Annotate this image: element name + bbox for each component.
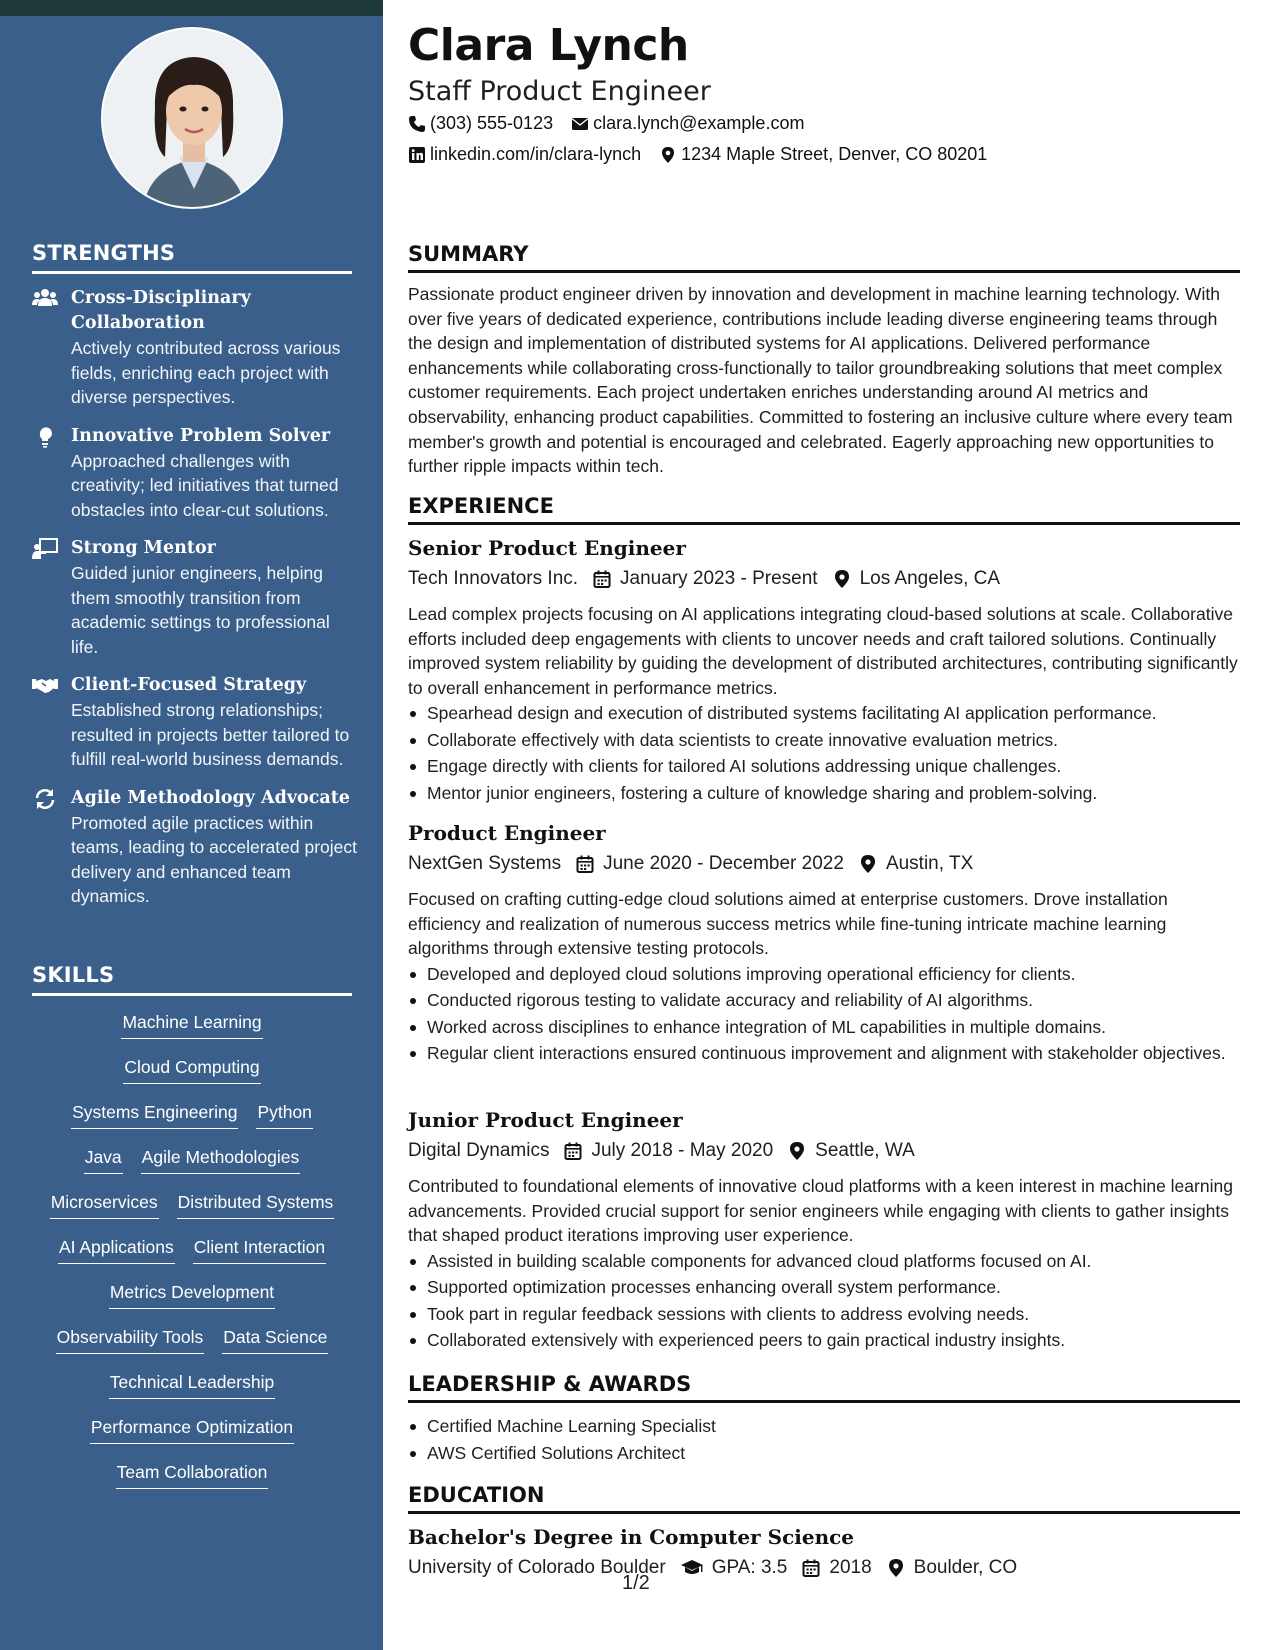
calendar-icon — [801, 1558, 821, 1578]
skill-row — [32, 1055, 352, 1100]
phone-contact — [408, 113, 553, 134]
map-marker-icon — [886, 1558, 906, 1578]
list-item: Developed and deployed cloud solutions improving operational efficiency for clients. — [408, 962, 1240, 987]
skill-row — [32, 1460, 352, 1505]
education-heading: EDUCATION — [408, 1483, 1240, 1514]
education-meta — [408, 1553, 1240, 1583]
map-marker-icon — [858, 854, 878, 874]
candidate-title: Staff Product Engineer — [408, 76, 711, 107]
handshake-icon — [32, 675, 58, 697]
map-marker-icon — [659, 146, 677, 164]
job-bullets — [408, 701, 1240, 805]
chalkboard-teacher-icon — [32, 538, 58, 560]
skill-row — [32, 1010, 352, 1055]
skill-tag: Team Collaboration — [116, 1460, 269, 1489]
education-entry — [408, 1522, 1240, 1583]
map-marker-icon — [787, 1141, 807, 1161]
strength-title: Agile Methodology Advocate — [71, 787, 350, 808]
skill-tag: Observability Tools — [56, 1325, 205, 1354]
skill-row — [32, 1145, 352, 1190]
job-entry — [408, 818, 1240, 1068]
job-dates: June 2020 - December 2022 — [603, 853, 844, 874]
education-location: Boulder, CO — [913, 1557, 1018, 1578]
calendar-icon — [563, 1141, 583, 1161]
sidebar — [0, 0, 383, 1650]
strength-title: Innovative Problem Solver — [71, 425, 331, 446]
strength-desc: Established strong relationships; resulted in projects better tailored to fulfill real-world business demands. — [71, 700, 350, 769]
list-item: Conducted rigorous testing to validate accuracy and reliability of AI algorithms. — [408, 988, 1240, 1013]
strengths-heading: STRENGTHS — [32, 241, 352, 274]
job-location: Austin, TX — [885, 853, 974, 874]
job-role: Product Engineer — [408, 821, 606, 845]
strength-item — [32, 786, 357, 909]
skill-row — [32, 1415, 352, 1460]
strength-desc: Approached challenges with creativity; led initiatives that turned obstacles into clear-cut solutions. — [71, 450, 339, 520]
map-marker-icon — [832, 569, 852, 589]
degree: Bachelor's Degree in Computer Science — [408, 1525, 855, 1549]
list-item: Engage directly with clients for tailored AI solutions addressing unique challenges. — [408, 754, 1240, 779]
skill-tag: Agile Methodologies — [141, 1145, 301, 1174]
skill-tag: Python — [256, 1100, 312, 1129]
summary-text: Passionate product engineer driven by innovation and development in machine learning technology. With over five years of dedicated experience, contributions include leading diverse engineering teams through the design and implementation of distributed systems for AI applications. Delivered performance enhancements while collaborating cross-functionally to tailor groundbreaking solutions that meet complex customer requirements. Each project undertaken enriches understanding around AI metrics and observability, enhancing product capabilities. Committed to fostering an inclusive culture where every team member's growth and potential is encouraged and celebrated. Eagerly approaching new opportunities to further ripple impacts within tech. — [408, 284, 1233, 477]
job-entry — [408, 533, 1240, 807]
strength-item — [32, 673, 357, 772]
job-description: Focused on crafting cutting-edge cloud solutions aimed at enterprise customers. Drove installation efficiency and realization of numerous success metrics while fine-tuning intricate machine learning algorithms through extensive testing protocols. — [408, 889, 1168, 958]
skill-row — [32, 1190, 352, 1235]
address-contact — [659, 144, 987, 165]
list-item: Certified Machine Learning Specialist — [408, 1414, 1240, 1439]
job-dates: July 2018 - May 2020 — [591, 1140, 774, 1161]
sync-icon — [32, 788, 58, 810]
skills-heading: SKILLS — [32, 963, 352, 996]
job-company: NextGen Systems — [408, 853, 562, 874]
job-role: Junior Product Engineer — [408, 1108, 683, 1132]
contact-row-2 — [408, 144, 987, 165]
job-meta — [408, 849, 1240, 879]
summary-heading: SUMMARY — [408, 242, 1240, 273]
list-item: Mentor junior engineers, fostering a culture of knowledge sharing and problem-solving. — [408, 781, 1240, 806]
awards-list — [408, 1414, 1240, 1467]
strength-item — [32, 424, 357, 523]
skill-row — [32, 1100, 352, 1145]
skill-row — [32, 1280, 352, 1325]
list-item: Spearhead design and execution of distributed systems facilitating AI application performance. — [408, 701, 1240, 726]
linkedin-icon — [408, 146, 426, 164]
list-item: Regular client interactions ensured continuous improvement and alignment with stakeholder objectives. — [408, 1041, 1240, 1066]
skill-row — [32, 1370, 352, 1415]
skills-list — [32, 1010, 352, 1505]
list-item: Took part in regular feedback sessions with clients to address evolving needs. — [408, 1302, 1240, 1327]
skill-tag: Technical Leadership — [109, 1370, 275, 1399]
skill-tag: Data Science — [222, 1325, 328, 1354]
skill-tag: Metrics Development — [109, 1280, 275, 1309]
skill-tag: AI Applications — [58, 1235, 175, 1264]
email-text[interactable]: clara.lynch@example.com — [593, 113, 805, 133]
job-company: Digital Dynamics — [408, 1140, 550, 1161]
linkedin-contact[interactable] — [408, 144, 641, 165]
list-item: Worked across disciplines to enhance integration of ML capabilities in multiple domains. — [408, 1015, 1240, 1040]
list-item: Assisted in building scalable components for advanced cloud platforms focused on AI. — [408, 1249, 1240, 1274]
address-text: 1234 Maple Street, Denver, CO 80201 — [681, 144, 988, 164]
skill-tag: Client Interaction — [193, 1235, 326, 1264]
skill-tag: Distributed Systems — [177, 1190, 335, 1219]
phone-icon — [408, 115, 426, 133]
gpa: GPA: 3.5 — [711, 1557, 788, 1578]
envelope-icon — [571, 115, 589, 133]
skill-tag: Java — [84, 1145, 123, 1174]
calendar-icon — [575, 854, 595, 874]
strength-title: Client-Focused Strategy — [71, 675, 307, 695]
list-item: Collaborate effectively with data scientists to create innovative evaluation metrics. — [408, 728, 1240, 753]
job-location: Los Angeles, CA — [859, 568, 1001, 589]
school: University of Colorado Boulder — [408, 1557, 666, 1578]
graduation-year: 2018 — [829, 1557, 872, 1578]
contact-row-1 — [408, 113, 804, 134]
calendar-icon — [592, 569, 612, 589]
job-bullets — [408, 1249, 1240, 1353]
candidate-name: Clara Lynch — [408, 20, 689, 71]
lightbulb-icon — [32, 426, 58, 448]
profile-photo — [101, 27, 283, 209]
job-bullets — [408, 962, 1240, 1066]
skill-row — [32, 1325, 352, 1370]
sidebar-top-band — [0, 0, 383, 16]
job-dates: January 2023 - Present — [620, 568, 818, 589]
list-item: AWS Certified Solutions Architect — [408, 1441, 1240, 1466]
strength-title: Cross-Disciplinary Collaboration — [71, 288, 251, 333]
skill-row — [32, 1235, 352, 1280]
job-meta — [408, 1136, 1240, 1166]
job-entry — [408, 1105, 1240, 1355]
experience-heading: EXPERIENCE — [408, 494, 1240, 525]
list-item: Supported optimization processes enhancing overall system performance. — [408, 1275, 1240, 1300]
awards-heading: LEADERSHIP & AWARDS — [408, 1372, 1240, 1403]
skill-tag: Cloud Computing — [123, 1055, 260, 1084]
skill-tag: Systems Engineering — [71, 1100, 238, 1129]
users-icon — [32, 288, 58, 310]
job-role: Senior Product Engineer — [408, 536, 686, 560]
skill-tag: Microservices — [50, 1190, 159, 1219]
graduation-cap-icon — [680, 1558, 704, 1578]
job-company: Tech Innovators Inc. — [408, 568, 579, 589]
strength-desc: Actively contributed across various fields, enriching each project with diverse perspectives. — [71, 338, 341, 407]
strength-item — [32, 286, 357, 410]
list-item: Collaborated extensively with experienced peers to gain practical industry insights. — [408, 1328, 1240, 1353]
job-location: Seattle, WA — [815, 1140, 915, 1161]
strength-desc: Promoted agile practices within teams, leading to accelerated project delivery and enhanced team dynamics. — [71, 812, 357, 906]
phone-text: (303) 555-0123 — [430, 113, 554, 133]
strength-desc: Guided junior engineers, helping them smoothly transition from academic settings to professional life. — [71, 563, 330, 657]
job-meta — [408, 564, 1240, 594]
strengths-list — [32, 286, 357, 923]
linkedin-text[interactable]: linkedin.com/in/clara-lynch — [430, 144, 642, 164]
email-contact[interactable] — [571, 113, 804, 134]
skill-tag: Performance Optimization — [90, 1415, 294, 1444]
skill-tag: Machine Learning — [121, 1010, 262, 1039]
strength-item — [32, 536, 357, 659]
job-description: Contributed to foundational elements of innovative cloud platforms with a keen interest in machine learning advancements. Provided crucial support for senior engineers while engaging with clients to gather insights that shaped product iterations improving user experience. — [408, 1176, 1233, 1245]
job-description: Lead complex projects focusing on AI applications integrating cloud-based solutions at scale. Collaborative efforts included deep engagements with clients to uncover needs and craft tailored solutions. Continually improved system reliability by guiding the development of distributed architectures, contributing significantly to overall enhancement in performance metrics. — [408, 604, 1238, 698]
strength-title: Strong Mentor — [71, 538, 216, 558]
page-indicator: 1/2 — [622, 1572, 650, 1594]
